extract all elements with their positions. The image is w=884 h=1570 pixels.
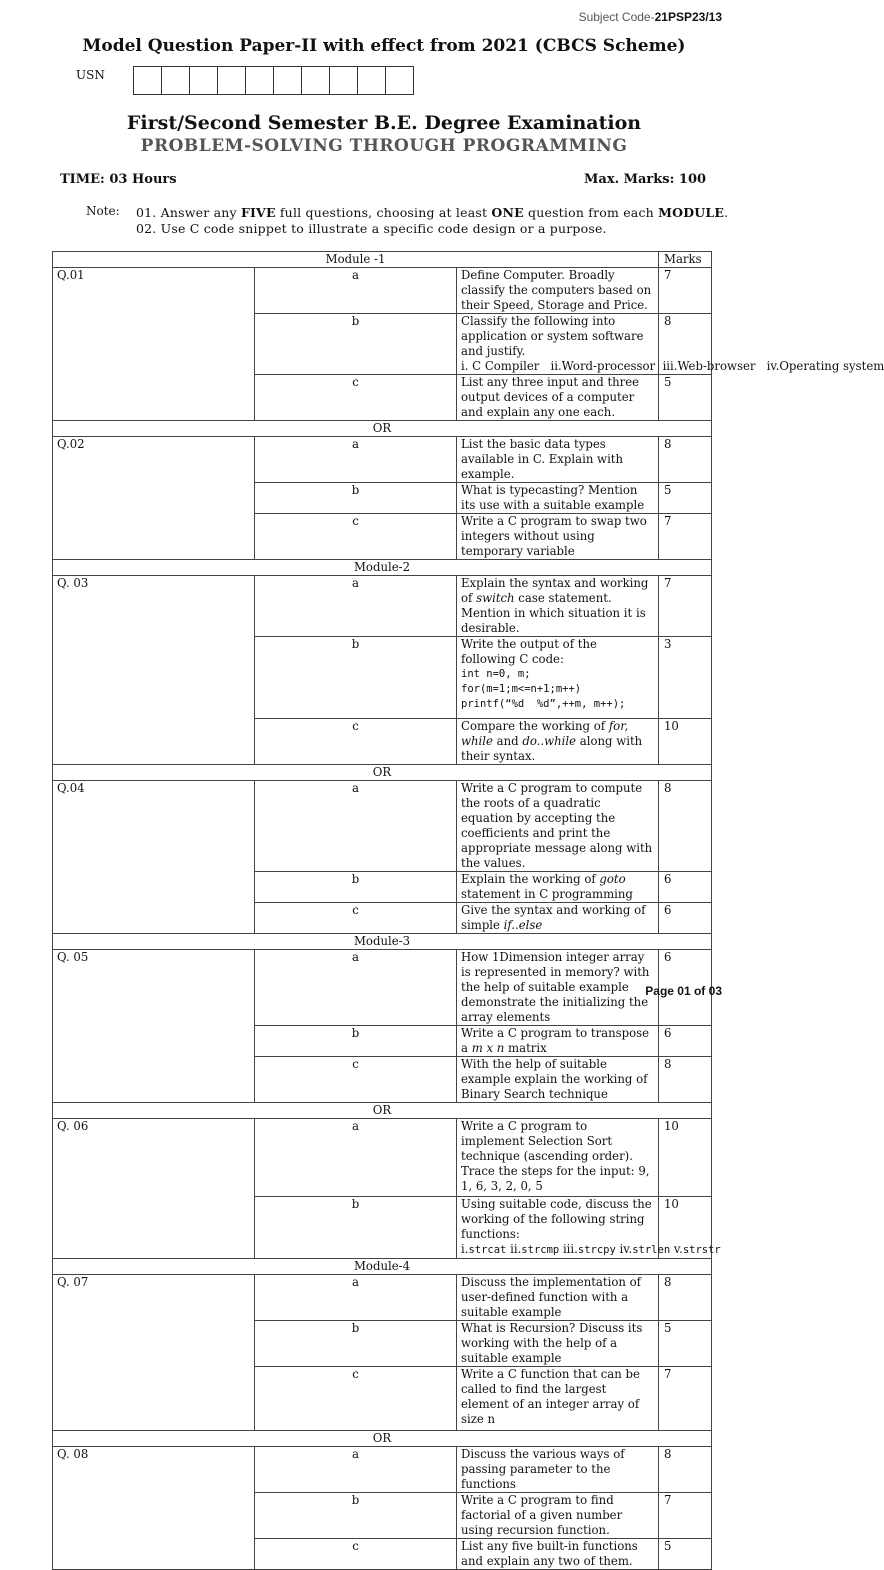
- sub-label: c: [255, 1367, 457, 1431]
- marks: 5: [659, 375, 712, 421]
- sub-label: b: [255, 1026, 457, 1057]
- max-marks-label: Max. Marks: 100: [584, 172, 707, 187]
- sub-label: c: [255, 903, 457, 934]
- subject-code-label: Subject Code-: [578, 10, 655, 24]
- note-line-1: 01. Answer any FIVE full questions, choosing at least ONE question from each MODULE.: [136, 205, 729, 220]
- question-number: Q. 05: [53, 950, 255, 1103]
- page-number: Page 01 of 03: [645, 984, 722, 998]
- sub-label: b: [255, 1321, 457, 1367]
- sub-label: a: [255, 576, 457, 637]
- question-number: Q.04: [53, 781, 255, 934]
- question-text: List the basic data types available in C. Explain with example.: [457, 437, 659, 483]
- marks: 8: [659, 437, 712, 483]
- usn-digit-box: [189, 66, 218, 95]
- usn-digit-box: [301, 66, 330, 95]
- question-text: Write a C program to swap two integers without using temporary variable: [457, 514, 659, 560]
- marks: 10: [659, 719, 712, 765]
- usn-boxes: [134, 66, 414, 95]
- sub-label: b: [255, 1197, 457, 1259]
- question-text: How 1Dimension integer array is represented in memory? with the help of suitable example demonstrate the initializing the array elements: [457, 950, 659, 1026]
- marks: 7: [659, 268, 712, 314]
- marks: 6: [659, 950, 712, 1026]
- marks: 8: [659, 314, 712, 375]
- or-row: [53, 1431, 712, 1447]
- marks: 10: [659, 1197, 712, 1259]
- code-line: for(m=1;m<=n+1;m++): [461, 683, 582, 695]
- note-lines: [136, 205, 728, 237]
- question-text: Explain the working of goto statement in C programming: [457, 872, 659, 903]
- module-heading: Module-3: [53, 934, 712, 950]
- module-heading: Module -1: [53, 252, 659, 268]
- marks: 5: [659, 1321, 712, 1367]
- question-text: What is typecasting? Mention its use with a suitable example: [457, 483, 659, 514]
- table-row: [53, 950, 712, 1026]
- question-text: Discuss the various ways of passing parameter to the functions: [457, 1447, 659, 1493]
- usn-digit-box: [245, 66, 274, 95]
- marks: 10: [659, 1119, 712, 1197]
- usn-digit-box: [357, 66, 386, 95]
- sub-label: c: [255, 514, 457, 560]
- question-text: Using suitable code, discuss the working of the following string functions: i.strcat ii.strcmp iii.strcpy iv.strlen v.strstr: [457, 1197, 659, 1259]
- table-row: [53, 1275, 712, 1321]
- marks: 8: [659, 1447, 712, 1493]
- marks: 5: [659, 1539, 712, 1570]
- question-text: Discuss the implementation of user-defined function with a suitable example: [457, 1275, 659, 1321]
- marks: 7: [659, 576, 712, 637]
- question-text: Define Computer. Broadly classify the computers based on their Speed, Storage and Price.: [457, 268, 659, 314]
- usn-digit-box: [217, 66, 246, 95]
- marks: 6: [659, 903, 712, 934]
- module-heading: Module-4: [53, 1259, 712, 1275]
- usn-digit-box: [133, 66, 162, 95]
- subject-code-value: 21PSP23/13: [654, 10, 722, 24]
- or-row: [53, 765, 712, 781]
- exam-title: First/Second Semester B.E. Degree Examination: [126, 112, 642, 134]
- table-row: [53, 576, 712, 637]
- sub-label: b: [255, 637, 457, 719]
- module-header-row: [53, 252, 712, 268]
- question-text: Write a C function that can be called to find the largest element of an integer array of size n: [457, 1367, 659, 1431]
- question-number: Q.02: [53, 437, 255, 560]
- sub-label: b: [255, 1493, 457, 1539]
- sub-label: c: [255, 719, 457, 765]
- question-number: Q.01: [53, 268, 255, 421]
- table-row: [53, 268, 712, 314]
- sub-label: b: [255, 483, 457, 514]
- subject-title: PROBLEM-SOLVING THROUGH PROGRAMMING: [140, 136, 628, 156]
- question-table: [52, 251, 884, 1570]
- marks: 6: [659, 1026, 712, 1057]
- sub-label: a: [255, 437, 457, 483]
- question-number: Q. 03: [53, 576, 255, 765]
- marks: 8: [659, 1057, 712, 1103]
- table-row: [53, 781, 712, 872]
- sub-label: c: [255, 1057, 457, 1103]
- sub-label: c: [255, 1539, 457, 1570]
- question-text: Classify the following into application or system software and justify. i. C Compiler ii.Word-processor iii.Web-browser iv.Operating system: [457, 314, 659, 375]
- or-label: OR: [53, 1103, 712, 1119]
- usn-label: USN: [76, 68, 105, 82]
- question-text: List any five built-in functions and explain any two of them.: [457, 1539, 659, 1570]
- marks-header: Marks: [659, 252, 712, 268]
- question-text: Explain the syntax and working of switch case statement. Mention in which situation it is desirable.: [457, 576, 659, 637]
- question-number: Q. 08: [53, 1447, 255, 1570]
- marks: 8: [659, 781, 712, 872]
- question-text: Write the output of the following C code: int n=0, m; for(m=1;m<=n+1;m++) printf(“%d %d”,++m, m++);: [457, 637, 659, 719]
- question-text: Write a C program to find factorial of a given number using recursion function.: [457, 1493, 659, 1539]
- or-label: OR: [53, 765, 712, 781]
- table-row: [53, 1447, 712, 1493]
- question-number: Q. 06: [53, 1119, 255, 1259]
- marks: 7: [659, 514, 712, 560]
- or-label: OR: [53, 1431, 712, 1447]
- marks: 7: [659, 1493, 712, 1539]
- sub-label: c: [255, 375, 457, 421]
- question-text: With the help of suitable example explain the working of Binary Search technique: [457, 1057, 659, 1103]
- table-row: [53, 1119, 712, 1197]
- question-text: List any three input and three output devices of a computer and explain any one each.: [457, 375, 659, 421]
- code-line: int n=0, m;: [461, 668, 531, 680]
- marks: 6: [659, 872, 712, 903]
- question-text: Write a C program to transpose a m x n matrix: [457, 1026, 659, 1057]
- usn-digit-box: [385, 66, 414, 95]
- or-label: OR: [53, 421, 712, 437]
- subject-code: [579, 10, 722, 24]
- sub-label: a: [255, 1275, 457, 1321]
- marks: 5: [659, 483, 712, 514]
- module-row: [53, 1259, 712, 1275]
- module-row: [53, 934, 712, 950]
- usn-digit-box: [329, 66, 358, 95]
- time-label: TIME: 03 Hours: [60, 172, 177, 187]
- paper-title: Model Question Paper-II with effect from 2021 (CBCS Scheme): [82, 36, 686, 56]
- or-row: [53, 421, 712, 437]
- note-line-2: 02. Use C code snippet to illustrate a specific code design or a purpose.: [136, 221, 607, 236]
- question-text: Give the syntax and working of simple if..else: [457, 903, 659, 934]
- marks: 3: [659, 637, 712, 719]
- usn-digit-box: [273, 66, 302, 95]
- code-line: printf(“%d %d”,++m, m++);: [461, 698, 626, 710]
- usn-digit-box: [161, 66, 190, 95]
- sub-label: a: [255, 1447, 457, 1493]
- module-row: [53, 560, 712, 576]
- marks: 7: [659, 1367, 712, 1431]
- table-row: [53, 437, 712, 483]
- sub-label: a: [255, 1119, 457, 1197]
- sub-label: b: [255, 314, 457, 375]
- marks: 8: [659, 1275, 712, 1321]
- question-number: Q. 07: [53, 1275, 255, 1431]
- question-text: What is Recursion? Discuss its working with the help of a suitable example: [457, 1321, 659, 1367]
- sub-label: a: [255, 950, 457, 1026]
- question-text: Write a C program to compute the roots of a quadratic equation by accepting the coefficients and print the appropriate message along with the values.: [457, 781, 659, 872]
- sub-label: b: [255, 872, 457, 903]
- sub-label: a: [255, 268, 457, 314]
- question-text: Compare the working of for, while and do..while along with their syntax.: [457, 719, 659, 765]
- module-heading: Module-2: [53, 560, 712, 576]
- question-text: Write a C program to implement Selection Sort technique (ascending order). Trace the steps for the input: 9, 1, 6, 3, 2, 0, 5: [457, 1119, 659, 1197]
- or-row: [53, 1103, 712, 1119]
- sub-label: a: [255, 781, 457, 872]
- note-label: Note:: [86, 204, 120, 218]
